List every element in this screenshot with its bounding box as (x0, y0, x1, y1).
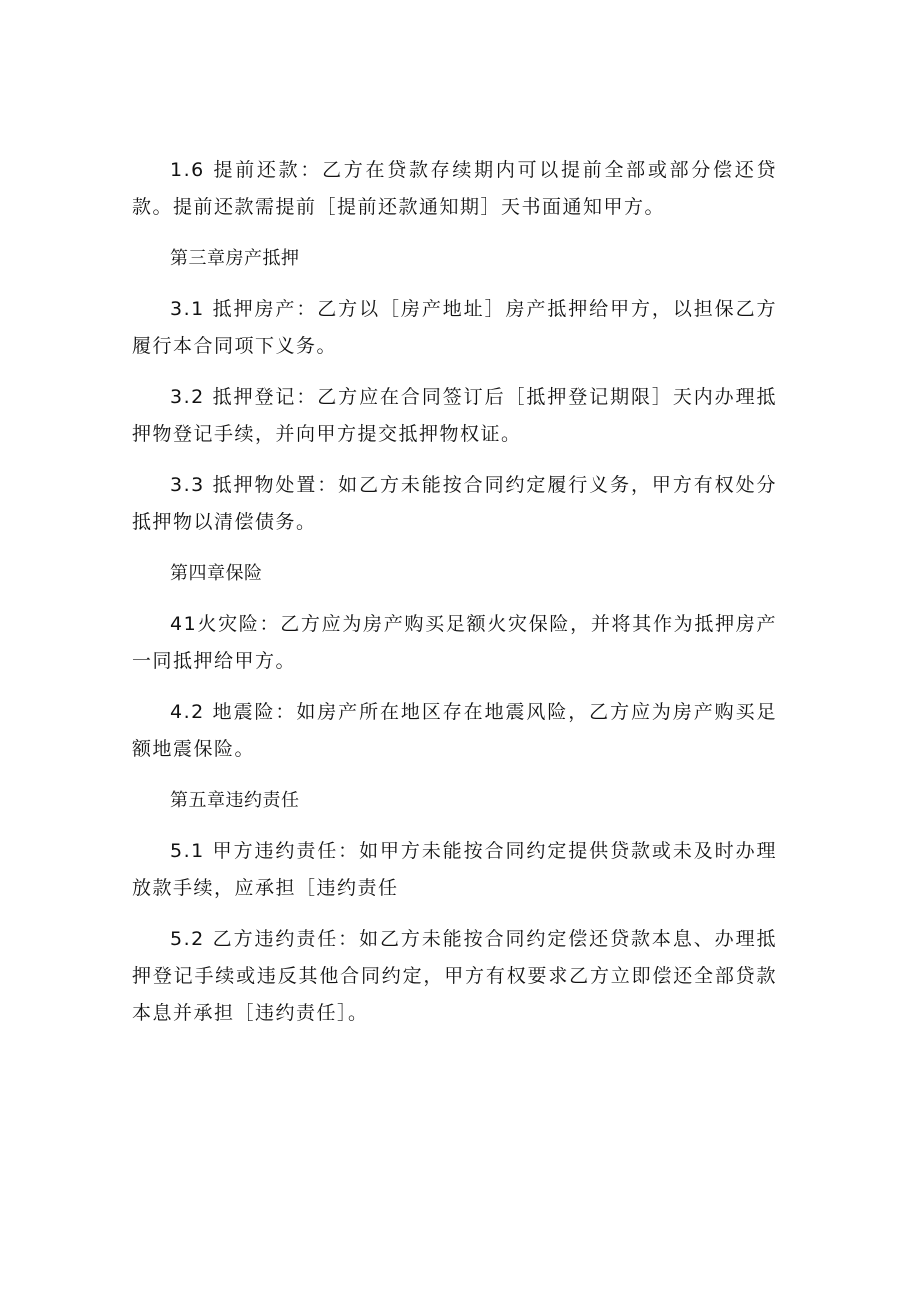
spacer (132, 680, 777, 694)
spacer (132, 453, 777, 467)
spacer (132, 768, 777, 782)
clause-3-1-mortgaged-property: 3.1 抵押房产：乙方以［房产地址］房产抵押给甲方，以担保乙方履行本合同项下义务。 (132, 298, 777, 357)
spacer (132, 907, 777, 921)
clause-4-2-earthquake-insurance: 4.2 地震险：如房产所在地区存在地震风险，乙方应为房产购买足额地震保险。 (132, 701, 777, 760)
clause-3-3-mortgage-disposal: 3.3 抵押物处置：如乙方未能按合同约定履行义务，甲方有权处分抵押物以清偿债务。 (132, 474, 777, 533)
spacer (132, 365, 777, 379)
clause-5-2-party-b-liability: 5.2 乙方违约责任：如乙方未能按合同约定偿还贷款本息、办理抵押登记手续或违反其他合同约定，甲方有权要求乙方立即偿还全部贷款本息并承担［违约责任］。 (132, 928, 777, 1024)
spacer (132, 592, 777, 606)
chapter-5-heading: 第五章违约责任 (170, 790, 300, 811)
spacer (132, 277, 777, 291)
chapter-3-heading: 第三章房产抵押 (170, 248, 300, 269)
clause-3-2-mortgage-registration: 3.2 抵押登记：乙方应在合同签订后［抵押登记期限］天内办理抵押物登记手续，并向甲方提交抵押物权证。 (132, 386, 777, 445)
chapter-4-heading: 第四章保险 (170, 563, 263, 584)
clause-5-1-party-a-liability: 5.1 甲方违约责任：如甲方未能按合同约定提供贷款或未及时办理放款手续，应承担［违约责任 (132, 840, 777, 899)
spacer (132, 541, 777, 555)
spacer (132, 819, 777, 833)
document-body (132, 152, 777, 1032)
spacer (132, 226, 777, 240)
clause-1-6-prepayment: 1.6 提前还款：乙方在贷款存续期内可以提前全部或部分偿还贷款。提前还款需提前［提前还款通知期］天书面通知甲方。 (132, 159, 777, 218)
clause-4-1-fire-insurance: 41火灾险：乙方应为房产购买足额火灾保险，并将其作为抵押房产一同抵押给甲方。 (132, 613, 777, 672)
